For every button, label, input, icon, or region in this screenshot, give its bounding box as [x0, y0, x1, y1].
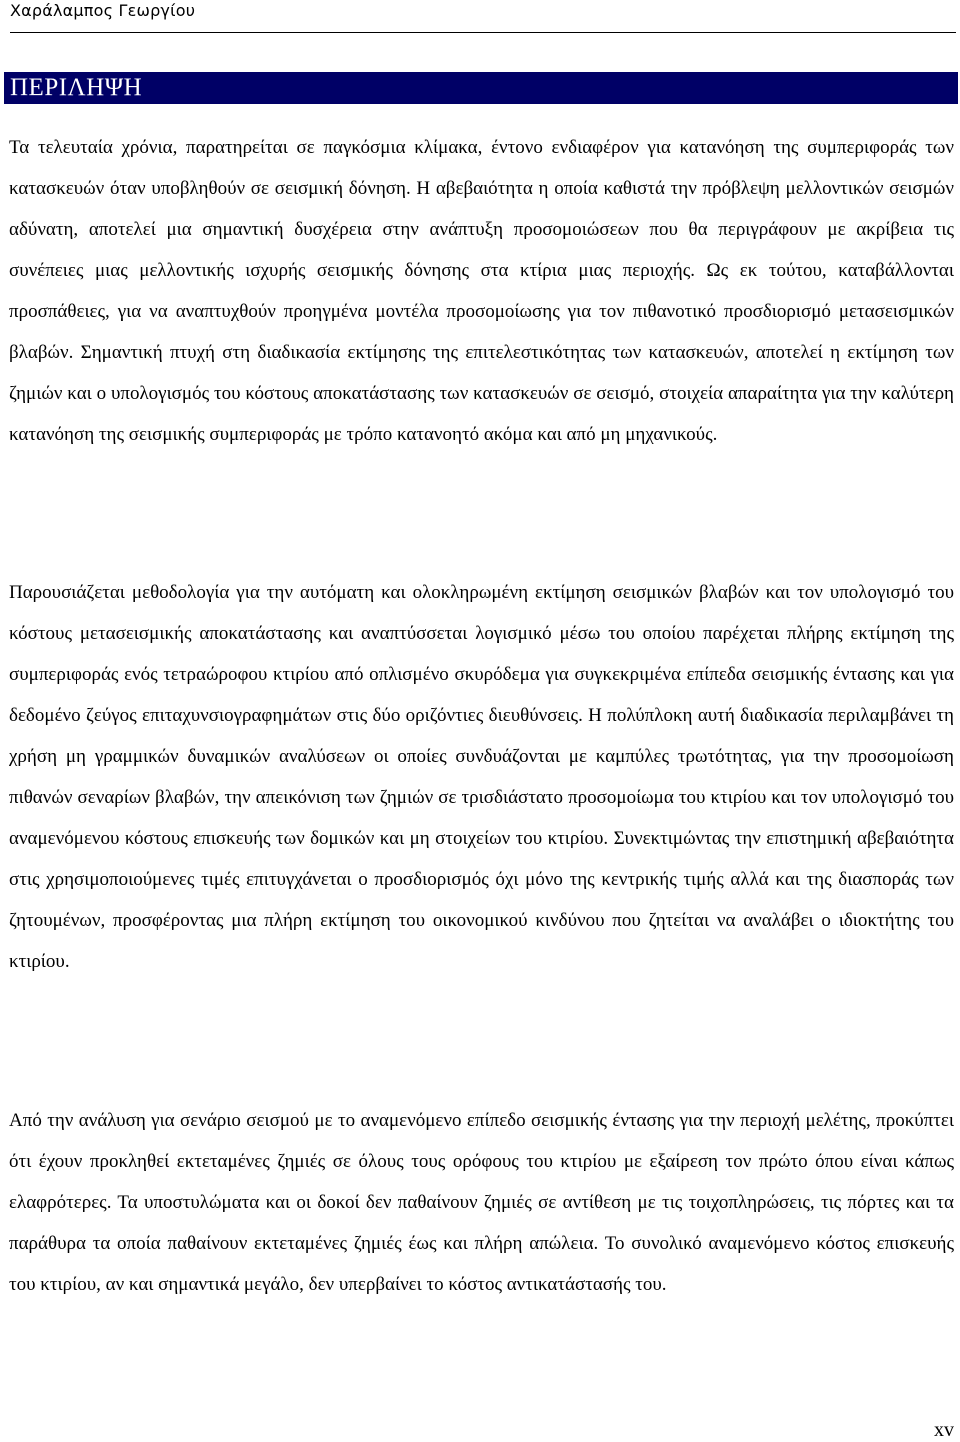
section-title: ΠΕΡΙΛΗΨΗ	[10, 74, 143, 101]
paragraph-text: Παρουσιάζεται μεθοδολογία για την αυτόματη και ολοκληρωμένη εκτίμηση σεισμικών βλαβών και τον υπολογισμό του κόστους μετασεισμικής αποκατάστασης και αναπτύσσεται λογισμικό μέσω του οποίου παρέχεται πλήρης εκτίμηση της συμπεριφοράς ενός τετραώροφου κτιρίου από οπλισμένο σκυρόδεμα για συγκεκριμένα επίπεδα σεισμικής έντασης και για δεδομένο ζεύγος επιταχυνσιογραφημάτων στις δύο οριζόντιες διευθύνσεις. Η πολύπλοκη αυτή διαδικασία περιλαμβάνει τη χρήση μη γραμμικών δυναμικών αναλύσεων οι οποίες συνδυάζονται με καμπύλες τρωτότητας, για την προσομοίωση πιθανών σεναρίων βλαβών, την απεικόνιση των ζημιών σε τρισδιάστατο προσομοίωμα του κτιρίου και τον υπολογισμό του αναμενόμενου κόστους επισκευής των δομικών και μη στοιχείων του κτιρίου. Συνεκτιμώντας την επιστημική αβεβαιότητα στις χρησιμοποιούμενες τιμές επιτυγχάνεται ο προσδιορισμός όχι μόνο της κεντρικής τιμής αλλά και της διασποράς των ζητουμένων, προσφέροντας μια πλήρη εκτίμηση του οικονομικού κινδύνου που ζητείται να αναλάβει ο ιδιοκτήτης του κτιρίου.	[9, 582, 954, 972]
page-number: xv	[934, 1419, 954, 1441]
paragraph-text: Τα τελευταία χρόνια, παρατηρείται σε παγκόσμια κλίμακα, έντονο ενδιαφέρον για κατανόηση της συμπεριφοράς των κατασκευών όταν υποβληθούν σε σεισμική δόνηση. Η αβεβαιότητα η οποία καθιστά την πρόβλεψη μελλοντικών σεισμών αδύνατη, αποτελεί μια σημαντική δυσχέρεια στην ανάπτυξη προσομοιώσεων που θα περιγράφουν με ακρίβεια τις συνέπειες μιας μελλοντικής ισχυρής σεισμικής δόνησης στα κτίρια μιας περιοχής. Ως εκ τούτου, καταβάλλονται προσπάθειες, για να αναπτυχθούν προηγμένα μοντέλα προσομοίωσης για τον πιθανοτικό προσδιορισμό μετασεισμικών βλαβών. Σημαντική πτυχή στη διαδικασία εκτίμησης της επιτελεστικότητας των κατασκευών, αποτελεί η εκτίμηση των ζημιών και ο υπολογισμός του κόστους αποκατάστασης των κατασκευών σε σεισμό, στοιχεία απαραίτητα για την καλύτερη κατανόηση της σεισμικής συμπεριφοράς με τρόπο κατανοητό ακόμα και από μη μηχανικούς.	[9, 137, 954, 445]
paragraph-text: Από την ανάλυση για σενάριο σεισμού με το αναμενόμενο επίπεδο σεισμικής έντασης για την περιοχή μελέτης, προκύπτει ότι έχουν προκληθεί εκτεταμένες ζημιές σε όλους τους ορόφους του κτιρίου με εξαίρεση τον πρώτο όπου είναι κάπως ελαφρότερες. Τα υποστυλώματα και οι δοκοί δεν παθαίνουν ζημιές σε αντίθεση με τις τοιχοπληρώσεις, τις πόρτες και τα παράθυρα τα οποία παθαίνουν εκτεταμένες ζημιές έως και πλήρη απώλεια. Το συνολικό αναμενόμενο κόστος επισκευής του κτιρίου, αν και σημαντικά μεγάλο, δεν υπερβαίνει το κόστος αντικατάστασής του.	[9, 1110, 954, 1295]
abstract-paragraph-2	[9, 572, 954, 982]
abstract-paragraph-1	[9, 127, 954, 455]
header-rule	[10, 32, 956, 33]
section-heading-bar	[4, 72, 958, 104]
abstract-paragraph-3	[9, 1100, 954, 1305]
running-header-author: Χαράλαμπος Γεωργίου	[10, 1, 196, 20]
